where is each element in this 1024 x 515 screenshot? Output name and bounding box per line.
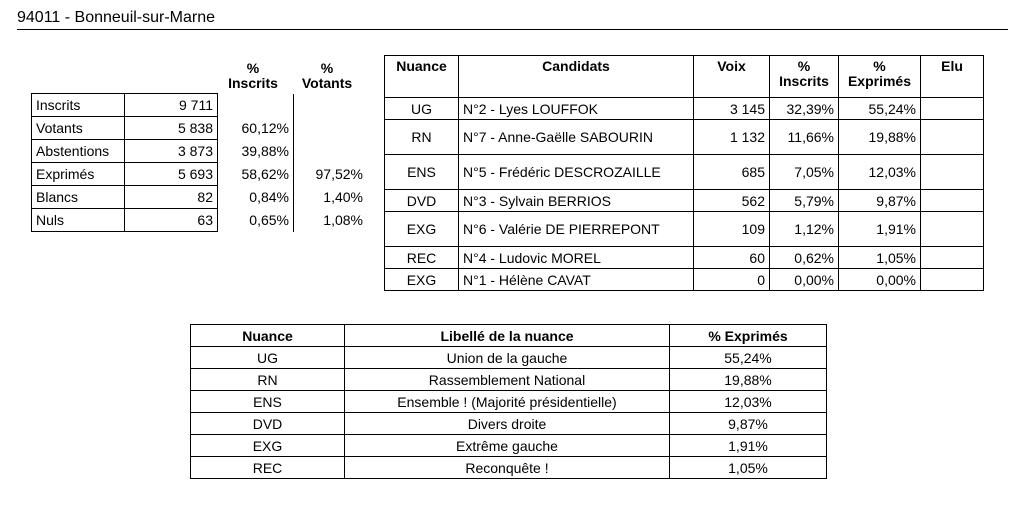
stats-value: 9 711: [125, 94, 218, 117]
candidate-pct-inscrits: 5,79%: [770, 190, 839, 212]
candidate-row: [385, 247, 984, 269]
candidate-nuance: UG: [385, 98, 459, 120]
candidate-elu: [921, 269, 984, 291]
nuances-header-row: [191, 325, 827, 347]
header-voix: Voix: [694, 56, 770, 98]
stats-pct-votants: 97,52%: [294, 163, 368, 186]
nuance-row: [191, 347, 827, 369]
candidate-name: N°6 - Valérie DE PIERREPONT: [459, 212, 694, 247]
candidate-elu: [921, 120, 984, 155]
stats-value: 5 838: [125, 117, 218, 140]
header-elu: Elu: [921, 56, 984, 98]
nuance-code: ENS: [191, 391, 345, 413]
candidate-pct-inscrits: 0,00%: [770, 269, 839, 291]
candidate-pct-exprimes: 55,24%: [839, 98, 921, 120]
candidate-elu: [921, 190, 984, 212]
stats-pct-votants: [294, 117, 368, 140]
candidate-pct-exprimes: 19,88%: [839, 120, 921, 155]
candidate-row: [385, 155, 984, 190]
candidate-pct-exprimes: 0,00%: [839, 269, 921, 291]
participation-table: [31, 93, 367, 232]
candidate-voix: 3 145: [694, 98, 770, 120]
stats-pct-inscrits: 0,84%: [249, 189, 289, 205]
stats-value: 63: [125, 209, 218, 232]
header-nuance-pct: % Exprimés: [670, 325, 827, 347]
candidate-elu: [921, 212, 984, 247]
title-divider: [17, 29, 1008, 30]
stats-header-pct-votants: % Votants: [301, 60, 353, 91]
candidate-row: [385, 269, 984, 291]
candidate-voix: 562: [694, 190, 770, 212]
nuance-libelle: Ensemble ! (Majorité présidentielle): [345, 391, 670, 413]
candidate-row: [385, 190, 984, 212]
nuance-pct: 1,05%: [670, 457, 827, 479]
candidate-nuance: EXG: [385, 212, 459, 247]
nuance-code: UG: [191, 347, 345, 369]
nuance-pct: 9,87%: [670, 413, 827, 435]
candidate-voix: 109: [694, 212, 770, 247]
candidate-pct-exprimes: 1,05%: [839, 247, 921, 269]
nuance-pct: 12,03%: [670, 391, 827, 413]
stats-pct-votants: [294, 94, 368, 117]
candidates-table: [384, 55, 984, 291]
candidate-voix: 60: [694, 247, 770, 269]
stats-pct-inscrits: [218, 94, 294, 117]
stats-value: 3 873: [125, 140, 218, 163]
candidate-pct-inscrits: 11,66%: [770, 120, 839, 155]
stats-row: [32, 140, 368, 163]
header-libelle: Libellé de la nuance: [345, 325, 670, 347]
candidate-voix: 0: [694, 269, 770, 291]
nuance-row: [191, 413, 827, 435]
candidate-elu: [921, 98, 984, 120]
stats-row: [32, 186, 368, 209]
nuance-pct: 19,88%: [670, 369, 827, 391]
candidate-nuance: ENS: [385, 155, 459, 190]
stats-pct-inscrits: 60,12%: [241, 120, 289, 136]
stats-row: [32, 117, 368, 140]
candidate-nuance: EXG: [385, 269, 459, 291]
nuance-libelle: Rassemblement National: [345, 369, 670, 391]
header-pct-exprimes: % Exprimés: [839, 56, 921, 98]
candidate-voix: 1 132: [694, 120, 770, 155]
header-candidats: Candidats: [459, 56, 694, 98]
nuance-libelle: Union de la gauche: [345, 347, 670, 369]
stats-label: Exprimés: [32, 163, 125, 186]
stats-value: 82: [125, 186, 218, 209]
candidate-nuance: RN: [385, 120, 459, 155]
stats-row: [32, 163, 368, 186]
stats-pct-inscrits: 58,62%: [241, 166, 289, 182]
stats-label: Blancs: [32, 186, 125, 209]
stats-row: [32, 94, 368, 117]
candidate-nuance: REC: [385, 247, 459, 269]
stats-label: Nuls: [32, 209, 125, 232]
stats-value: 5 693: [125, 163, 218, 186]
stats-label: Votants: [32, 117, 125, 140]
nuance-pct: 55,24%: [670, 347, 827, 369]
candidate-name: N°1 - Hélène CAVAT: [459, 269, 694, 291]
nuance-code: RN: [191, 369, 345, 391]
candidates-header-row: [385, 56, 984, 98]
candidate-row: [385, 98, 984, 120]
page-title: 94011 - Bonneuil-sur-Marne: [17, 9, 216, 26]
nuance-row: [191, 457, 827, 479]
nuance-libelle: Divers droite: [345, 413, 670, 435]
nuance-libelle: Reconquête !: [345, 457, 670, 479]
header-nuance: Nuance: [385, 56, 459, 98]
candidate-row: [385, 212, 984, 247]
nuance-code: EXG: [191, 435, 345, 457]
header-nuance-code: Nuance: [191, 325, 345, 347]
candidate-nuance: DVD: [385, 190, 459, 212]
stats-pct-inscrits: 39,88%: [241, 143, 289, 159]
stats-pct-inscrits: 0,65%: [249, 212, 289, 228]
candidate-name: N°5 - Frédéric DESCROZAILLE: [459, 155, 694, 190]
candidate-elu: [921, 247, 984, 269]
nuances-table: [190, 324, 827, 479]
candidate-pct-inscrits: 1,12%: [770, 212, 839, 247]
nuance-row: [191, 391, 827, 413]
candidate-pct-inscrits: 32,39%: [770, 98, 839, 120]
stats-label: Inscrits: [32, 94, 125, 117]
candidate-pct-exprimes: 12,03%: [839, 155, 921, 190]
stats-pct-votants: 1,08%: [294, 209, 368, 232]
header-pct-inscrits: % Inscrits: [770, 56, 839, 98]
candidate-voix: 685: [694, 155, 770, 190]
stats-label: Abstentions: [32, 140, 125, 163]
stats-row: [32, 209, 368, 232]
nuance-row: [191, 369, 827, 391]
nuance-code: REC: [191, 457, 345, 479]
stats-pct-votants: [294, 140, 368, 163]
candidate-elu: [921, 155, 984, 190]
candidate-pct-inscrits: 0,62%: [770, 247, 839, 269]
candidate-name: N°2 - Lyes LOUFFOK: [459, 98, 694, 120]
candidate-row: [385, 120, 984, 155]
nuance-code: DVD: [191, 413, 345, 435]
stats-header-pct-inscrits: % Inscrits: [228, 60, 278, 91]
candidate-name: N°4 - Ludovic MOREL: [459, 247, 694, 269]
stats-pct-votants: 1,40%: [294, 186, 368, 209]
candidate-pct-exprimes: 9,87%: [839, 190, 921, 212]
candidate-name: N°3 - Sylvain BERRIOS: [459, 190, 694, 212]
candidate-pct-inscrits: 7,05%: [770, 155, 839, 190]
nuance-libelle: Extrême gauche: [345, 435, 670, 457]
candidate-pct-exprimes: 1,91%: [839, 212, 921, 247]
nuance-pct: 1,91%: [670, 435, 827, 457]
nuance-row: [191, 435, 827, 457]
candidate-name: N°7 - Anne-Gaëlle SABOURIN: [459, 120, 694, 155]
